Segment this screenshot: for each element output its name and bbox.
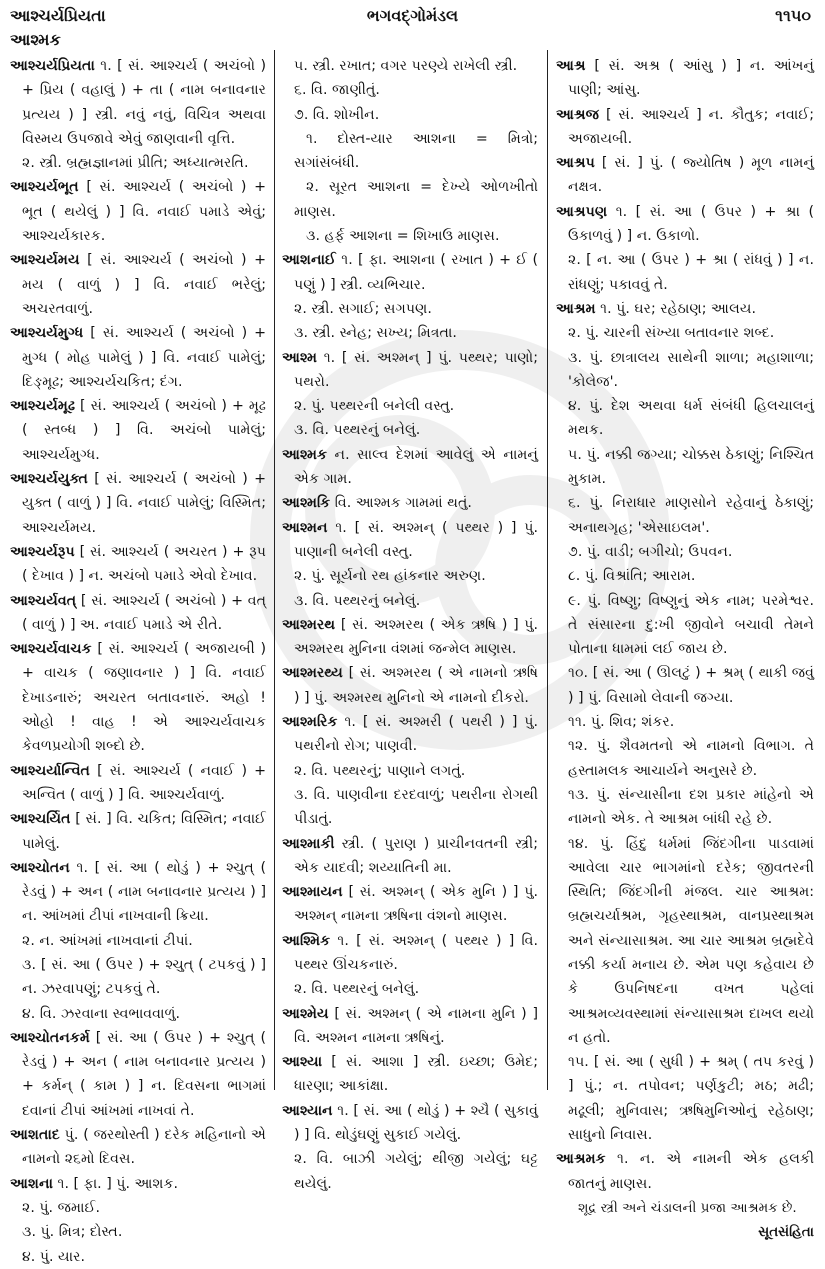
definition-text: ૪. પું. દેશ અથવા ધર્મ સંબંધી હિલચાલનું મથક. [568,398,814,439]
column-3 [556,54,814,1245]
definition-text: ૨. વિ. પથ્થરનું; પાણાને લગતું. [294,762,466,779]
sense-item [282,297,538,321]
headword: આશ્માયન [282,884,343,901]
headword: આશ્યાન [282,1102,333,1119]
headword: આશ્મેય [282,1005,329,1022]
definition-text: ૨. સૂરત આશના = દેખ્યે ઓળખીતો માણસ. [294,179,538,220]
definition-text: ૨. ન. આંખમાં નાખવાનાં ટીપાં. [22,932,193,949]
definition-text: ૧૫. [ સં. આ ( સુધી ) + શ્રમ્ ( તપ કરવું ) ] પું.; ન. તપોવન; પર્ણકુટી; મઠ; મઢી; મઢૂલી; મુનિવાસ; ઋષિમુનિઓનું રહેઠાણ; સાધુનો નિવાસ. [568,1054,814,1144]
sense-item [282,127,538,176]
headword: આશ્રમ [556,300,596,317]
dictionary-entry [282,832,538,881]
dictionary-entry [10,1172,266,1196]
headword: આશ્ચર્યભૂત [10,179,79,196]
headword: આશ્યા [282,1054,323,1071]
sense-item [282,394,538,418]
guide-word-first: આશ્ચર્યપ્રિયતા [10,6,106,25]
dictionary-entry [10,759,266,808]
definition-text: [ સં. ] વિ. ચકિત; વિસ્મિત; નવાઈ પામેલું. [22,811,266,852]
definition-text: [ સં. આશ્ચર્ય ( અચંબો ) + વત્ ( વાળું ) ] અ. નવાઈ પમાડે એ રીતે. [22,592,266,633]
dictionary-entry [10,467,266,540]
definition-text: ૫. પું. નક્કી જગ્યા; ચોક્કસ ઠેકાણું; નિશ્ચિત મુકામ. [568,446,814,488]
sense-item [556,394,814,443]
citation-quote [556,1196,814,1220]
sense-item [282,1147,538,1196]
headword: આશ્ચર્યપ્રિયતા [10,58,95,74]
headword: આશ્માકી [282,835,335,852]
sense-item [282,977,538,1001]
dictionary-entry [282,613,538,662]
sense-item [556,540,814,564]
definition-text: ૨. પું. પથ્થરની બનેલી વસ્તુ. [294,398,455,415]
citation-source [556,1220,814,1244]
definition-text: [ સં. અશ્મરથ ( એક ઋષિ ) ] પું. અશ્મરથ મુનિના વંશમાં જન્મેલ માણસ. [294,616,539,658]
definition-text: ન. સાલ્વ દેશમાં આવેલું એ નામનું એક ગામ. [294,446,538,488]
definition-text: [ સં. અશ્ર ( આંસુ ) ] ન. આંખનું પાણી; આંસુ. [568,58,814,99]
headword: આશ્ચર્યમુગ્ધ [10,325,84,342]
sense-item [10,953,266,1002]
sense-item [556,491,814,540]
headword: આશ્મરથ [282,616,336,633]
running-title: ભગવદ્ગોમંડલ [366,6,459,25]
headword: આશ્રપણ [556,203,608,220]
definition-text: [ સં. આશ્ચર્ય ( અચંબો ) + મુગ્ધ ( મોહ પામેલું ) ] વિ. નવાઈ પામેલું; દિઙ્મૂઢ; આશ્ચર્યચકિત; દંગ. [22,325,266,390]
headword: આશ્ચર્યયુક્ત [10,471,88,488]
dictionary-entry [10,856,266,929]
definition-text: [ સં. ] પું. ( જ્યોતિષ ) મૂળ નામનું નક્ષત્ર. [568,155,814,196]
dictionary-entry [282,1099,538,1148]
sense-item [10,1220,266,1244]
sense-item [282,589,538,613]
definition-text: ૧. [ સં. અશ્મન્ ( પથ્થર ) ] વિ. પથ્થર ઊંચકનારું. [294,932,538,973]
definition-text: [ સં. આશ્ચર્ય ( અચંબો ) + મૂઢ ( સ્તબ્ધ ) ] વિ. અચંબો પામેલું; આશ્ચર્યમુગ્ધ. [22,398,266,463]
sense-item [556,1050,814,1147]
definition-text: ૩. સ્ત્રી. સ્નેહ; સખ્ય; મિત્રતા. [294,325,457,342]
definition-text: ૧૨. પું. શૈવમતનો એ નામનો વિભાગ. તે હસ્તામલક આચાર્યને અનુસરે છે. [568,738,814,779]
definition-text: [ સં. આશ્ચર્ય ( અચરત ) + રૂપ ( દેખાવ ) ] ન. અચંબો પમાડે એવો દેખાવ. [22,543,266,585]
definition-text: પું. ( જરથોસ્તી ) દરેક મહિનાનો એ નામનો ૨૬મો દિવસ. [22,1127,266,1168]
dictionary-entry [556,103,814,152]
headword: આશ્ચોતનકર્મ [10,1029,90,1046]
sense-item [10,1245,266,1269]
sense-item [282,54,538,78]
definition-text: ૧. [ સં. અશ્મન્ ] પું. પથ્થર; પાણો; પથરો. [294,349,538,390]
definition-text: [ સં. આશ્ચર્ય ( અચંબો ) + યુક્ત ( વાળું ) ] વિ. નવાઈ પામેલું; વિસ્મિત; આશ્ચર્યમય. [22,471,266,536]
headword: આશ્ચર્યાન્વિત [10,762,90,779]
definition-text: ૧. [ સં. અશ્મરી ( પથરી ) ] પું. પથરીનો રોગ; પાણવી. [294,714,538,755]
headword: આશના [10,1175,54,1192]
guide-word-last: આશ્મક [10,30,61,49]
sense-item [10,1002,266,1026]
sense-item [282,175,538,224]
definition-text: વિ. આશ્મક ગામમાં થતું. [334,495,472,512]
definition-text: ૧૪. પું. હિંદુ ધર્મમાં જિંદગીના પાડવામાં આવેલા ચાર ભાગમાંનો દરેક; જીવતરની સ્થિતિ; જિંદગીની મંજલ. ચાર આશ્રમ: બ્રહ્મચર્યાશ્રમ, ગૃહસ્થાશ્રમ, વાનપ્રસ્થાશ્રમ અને સંન્યાસાશ્રમ. આ ચાર આશ્રમ બ્રહ્મદેવે નક્કી કર્યા મનાય છે. એમ પણ કહેવાય છે કે ઉપનિષદના વખત પહેલાં આશ્રમવ્યવસ્થામાં સંન્યાસાશ્રમ દાખલ થયો ન હતો. [568,835,814,1046]
sense-item [282,103,538,127]
headword: આશ્મન [282,519,328,536]
definition-text: ૧. ન. એ નામની એક હલકી જાતનું માણસ. [568,1151,815,1192]
column-2 [282,54,538,1196]
headword: આશ્ચર્યિત [10,811,71,828]
page-number: ૧૧૫૦ [775,6,811,25]
dictionary-entry [10,807,266,856]
dictionary-entry [282,1002,538,1051]
column-1 [10,54,266,1269]
headword: આશ્ચોતન [10,859,70,876]
dictionary-entry [10,248,266,321]
definition-text: ૩. વિ. પાણવીના દરદવાળું; પથરીના રોગથી પીડાતું. [294,786,538,828]
definition-text: ૧. [ સં. આ ( ઉપર ) + શ્રા ( ઉકાળવું ) ] ન. ઉકાળો. [568,203,814,245]
sense-item [10,151,266,175]
column-divider [274,50,275,1090]
headword: આશ્મ [282,349,317,366]
headword: આશ્મરથ્ય [282,665,343,682]
definition-text: ૨. પું. જમાઈ. [22,1199,100,1216]
column-divider [547,50,548,1090]
headword: આશ્ચર્યમૂઢ [10,398,75,415]
definition-text: ૩. વિ. પથ્થરનું બનેલું. [294,592,421,609]
definition-text: ૨. પું. સૂર્યનો રથ હાંકનાર અરુણ. [294,568,486,585]
definition-text: ૨. પું. ચારની સંખ્યા બતાવનાર શબ્દ. [568,325,775,342]
definition-text: [ સં. આશ્ચર્ય ( અજાયબી ) + વાચક ( જણાવનાર ) ] વિ. નવાઈ દેખાડનારું; અચરત બતાવનારું. અહો ! ઓહો ! વાહ ! એ આશ્ચર્યવાચક કેવળપ્રયોગી શબ્દો છે. [22,641,266,755]
definition-text: ૨. સ્ત્રી. સગાઈ; સગપણ. [294,300,432,317]
definition-text: ૩. વિ. પથ્થરનું બનેલું. [294,422,421,439]
definition-text: ૧૧. પું. શિવ; શંકર. [568,714,675,731]
headword: આશ્મરિક [282,714,338,731]
sense-item [282,564,538,588]
definition-text: ૨. સ્ત્રી. બ્રહ્મજ્ઞાનમાં પ્રીતિ; અધ્યાત્મરતિ. [22,155,249,172]
definition-text: ૯. પું. વિષ્ણુ; વિષ્ણુનું એક નામ; પરમેશ્વર. તે સંસારના દુ:ખી જીવોને બચાવી તેમને પોતાના ધામમાં લઈ જાય છે. [568,592,814,658]
dictionary-entry [10,540,266,589]
sense-item [282,759,538,783]
sense-item [556,783,814,832]
sense-item [556,443,814,492]
sense-item [282,418,538,442]
dictionary-entry [10,175,266,248]
headword: આશ્ચર્યવાચક [10,641,92,658]
dictionary-entry [282,516,538,565]
headword: આશ્રપ [556,155,595,172]
definition-text: ૩. [ સં. આ ( ઉપર ) + શ્ચુત્ ( ટપકવું ) ] ન. ઝરવાપણું; ટપકવું તે. [22,956,266,998]
definition-text: ૫. સ્ત્રી. રખાત; વગર પરણ્યે રાખેલી સ્ત્રી. [294,58,518,74]
sense-item [556,661,814,710]
definition-text: [ સં. આશ્ચર્ય ( નવાઈ ) + અન્વિત ( વાળું ) ] વિ. આશ્ચર્યવાળું. [22,762,266,803]
sense-item [282,224,538,248]
definition-text: ૧. [ સં. આશ્ચર્ય ( અચંબો ) + પ્રિય ( વહાલું ) + તા ( નામ બનાવનાર પ્રત્યય ) ] સ્ત્રી. નવું નવું, વિચિત્ર અથવા વિસ્મય ઉપજાવે એવું જાણવાની વૃત્તિ. [22,58,267,147]
headword: આશ્ચર્યરૂપ [10,543,75,560]
headword: આશ્રજ [556,106,600,123]
headword: આશનાઈ [282,252,336,269]
dictionary-entry [282,346,538,395]
definition-text: ૧. પું. ઘર; રહેઠાણ; આલય. [600,300,756,317]
headword: આશ્મકિ [282,495,331,512]
dictionary-entry [10,1026,266,1123]
dictionary-entry [282,710,538,759]
sense-item [556,321,814,345]
sense-item [10,929,266,953]
definition-text: ૭. પું. વાડી; બગીચો; ઉપવન. [568,543,733,560]
dictionary-entry [556,1147,814,1196]
definition-text: ૧૩. પું. સંન્યાસીના દશ પ્રકાર માંહેનો એ નામનો એક. તે આશ્રમ બાંધી રહે છે. [568,786,814,828]
definition-text: [ સં. આ ( ઉપર ) + શ્ચુત્ ( રેડવું ) + અન ( નામ બનાવનાર પ્રત્યય ) + કર્મન્ ( કામ ) ] ન. દિવસના ભાગમાં દવાનાં ટીપાં આંખમાં નાખવાં તે. [22,1029,266,1119]
dictionary-entry [10,1123,266,1172]
definition-text: ૧૦. [ સં. આ ( ઊલટું ) + શ્રમ્ ( થાકી જવું ) ] પું. વિસામો લેવાની જગ્યા. [568,665,814,706]
sense-item [282,783,538,832]
definition-text: [ સં. અશ્મન્ ( એ નામના મુનિ ) ] વિ. અશ્મન નામના ઋષિનું. [294,1005,538,1046]
dictionary-entry [282,443,538,492]
definition-text: [ સં. આશ્ચર્ય ( અચંબો ) + ભૂત ( થયેલું ) ] વિ. નવાઈ પમાડે એવું; આશ્ચર્યકારક. [22,179,266,245]
definition-text: ૮. પું. વિશ્રાંતિ; આરામ. [568,568,696,585]
headword: આશ્ર [556,58,586,74]
dictionary-entry [10,637,266,758]
dictionary-entry [556,54,814,103]
sense-item [556,589,814,662]
definition-text: ૩. હર્ફ આશના = શિખાઉ માણસ. [306,228,500,245]
sense-item [556,734,814,783]
definition-text: ૬. વિ. જાણીતું. [294,82,380,99]
definition-text: [ સં. અશ્મરથ ( એ નામનો ઋષિ ) ] પું. અશ્મરથ મુનિનો એ નામનો દીકરો. [294,665,538,706]
definition-text: ૨. [ ન. આ ( ઉપર ) + શ્રા ( રાંધવું ) ] ન. રાંધણું; પકાવવું તે. [568,252,814,293]
dictionary-entry [282,661,538,710]
headword: આશ્મક [282,446,327,463]
sense-item [556,564,814,588]
definition-text: ૨. વિ. બાઝી ગયેલું; થીજી ગયેલું; ઘટ્ટ થયેલું. [294,1151,538,1192]
definition-text: ૧. [ સં. આ ( થોડું ) + શ્યૈ ( સુકાવું ) ] વિ. થોડુંઘણું સુકાઈ ગયેલું. [294,1102,538,1144]
dictionary-entry [10,321,266,394]
dictionary-entry [282,491,538,515]
dictionary-entry [282,880,538,929]
definition-text: ૧. [ ફા. ] પું. આશક. [57,1175,178,1192]
definition-text: ૧. દોસ્ત-યાર આશના = મિત્રો; સગાંસંબંધી. [294,130,538,172]
definition-text: સ્ત્રી. ( પુરાણ ) પ્રાચીનવતની સ્ત્રી; એક યાદવી; શય્યાતિની મા. [294,835,538,876]
definition-text: [ સં. આશ્ચર્ય ( અચંબો ) + મય ( વાળું ) ] વિ. નવાઈ ભરેલું; અચરતવાળું. [22,252,266,317]
definition-text: ૬. પું. નિરાધાર માણસોને રહેવાનું ઠેકાણું; અનાથગૃહ; 'એસાઇલમ'. [568,495,814,536]
definition-text: ૧. [ સં. અશ્મન્ ( પથ્થર ) ] પું. પાણાની બનેલી વસ્તુ. [294,519,538,560]
definition-text: ૭. વિ. શોખીન. [294,106,380,123]
definition-text: [ સં. અશ્મન્ ( એક મુનિ ) ] પું. અશ્મન્ નામના ઋષિના વંશનો માણસ. [294,884,538,925]
dictionary-entry [10,589,266,638]
dictionary-entry [556,151,814,200]
definition-text: શૂદ્ર સ્ત્રી અને ચંડાલની પ્રજા આશ્રમક છે. [578,1199,797,1216]
definition-text: સૂતસંહિતા [758,1224,814,1241]
definition-text: ૩. પું. છાત્રાલય સાથેની શાળા; મહાશાળા; 'કોલેજ'. [568,349,814,390]
sense-item [556,346,814,395]
dictionary-entry [10,394,266,467]
definition-text: ૧. [ સં. આ ( થોડું ) + શ્ચુત્ ( રેડવું ) + અન ( નામ બનાવનાર પ્રત્યય ) ] ન. આંખમાં ટીપાં નાખવાની ક્રિયા. [22,859,267,925]
dictionary-entry [10,54,266,151]
dictionary-entry [282,1050,538,1099]
headword: આશ્રમક [556,1151,606,1168]
sense-item [10,1196,266,1220]
sense-item [556,832,814,1051]
definition-text: ૩. પું. મિત્ર; દોસ્ત. [22,1224,123,1241]
dictionary-entry [282,929,538,978]
dictionary-entry [282,248,538,297]
sense-item [556,710,814,734]
definition-text: [ સં. આશ્ચર્ય ] ન. કૌતુક; નવાઈ; અજાયબી. [568,106,814,147]
sense-item [556,248,814,297]
dictionary-entry [556,200,814,249]
headword: આશતાદ [10,1127,60,1144]
headword: આશ્ચર્યમય [10,252,80,269]
definition-text: ૪. પું. યાર. [22,1248,85,1265]
headword: આશ્ચર્યવત્ [10,592,77,609]
dictionary-entry [556,297,814,321]
definition-text: [ સં. આશા ] સ્ત્રી. ઇચ્છા; ઉમેદ; ધારણા; આકાંક્ષા. [294,1054,538,1095]
sense-item [282,321,538,345]
definition-text: ૨. વિ. પથ્થરનું બનેલું. [294,981,420,998]
headword: આશ્મિક [282,932,331,949]
sense-item [282,78,538,102]
definition-text: ૧. [ ફા. આશના ( રખાત ) + ઈ ( પણું ) ] સ્ત્રી. વ્યભિચાર. [294,252,539,293]
definition-text: ૪. વિ. ઝરવાના સ્વભાવવાળું. [22,1005,181,1022]
